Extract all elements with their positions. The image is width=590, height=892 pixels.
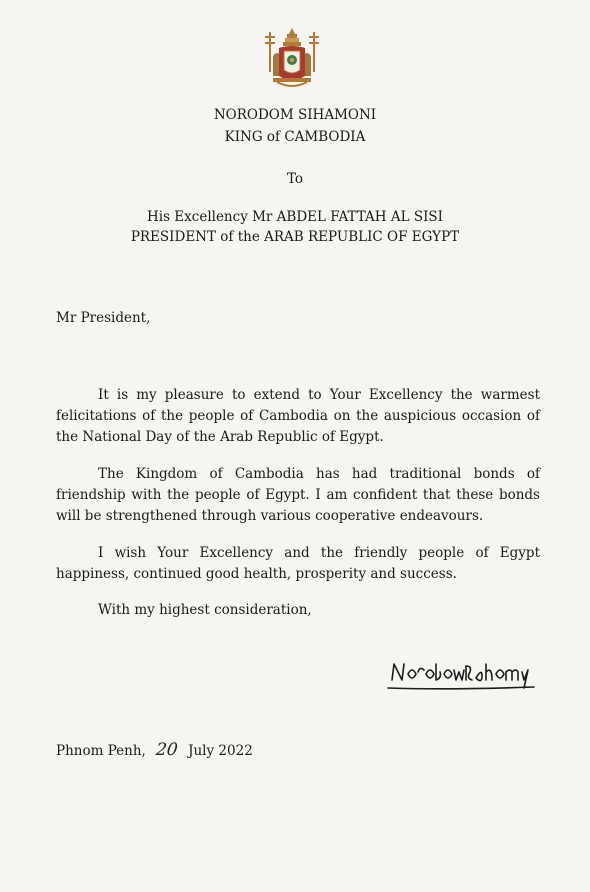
date-day-handwritten: 20: [155, 740, 179, 760]
to-label: To: [286, 171, 304, 187]
date-place: Phnom Penh,: [56, 743, 146, 759]
closing-line: With my highest consideration,: [98, 602, 312, 618]
salutation: Mr President,: [56, 310, 151, 326]
sender-name: NORODOM SIHAMONI: [213, 107, 377, 123]
date-month-year: July 2022: [188, 743, 253, 759]
paragraph-2: The Kingdom of Cambodia has had traditional bonds of friendship with the people of Egypt. I am confident that these bonds will be strengthened through various cooperative endeavours.: [56, 466, 540, 524]
paragraph-1: It is my pleasure to extend to Your Excellency the warmest felicitations of the people of Cambodia on the auspicious occasion of the National Day of the Arab Republic of Egypt.: [56, 387, 540, 445]
date-line: [56, 740, 253, 760]
paragraph-3: I wish Your Excellency and the friendly people of Egypt happiness, continued good health, prosperity and success.: [56, 545, 540, 582]
handwritten-signature: [386, 650, 538, 696]
recipient-name: His Excellency Mr ABDEL FATTAH AL SISI: [146, 209, 443, 225]
sender-title: KING of CAMBODIA: [224, 129, 366, 145]
recipient-title: PRESIDENT of the ARAB REPUBLIC OF EGYPT: [130, 229, 460, 245]
royal-coat-of-arms-icon: [259, 26, 325, 92]
